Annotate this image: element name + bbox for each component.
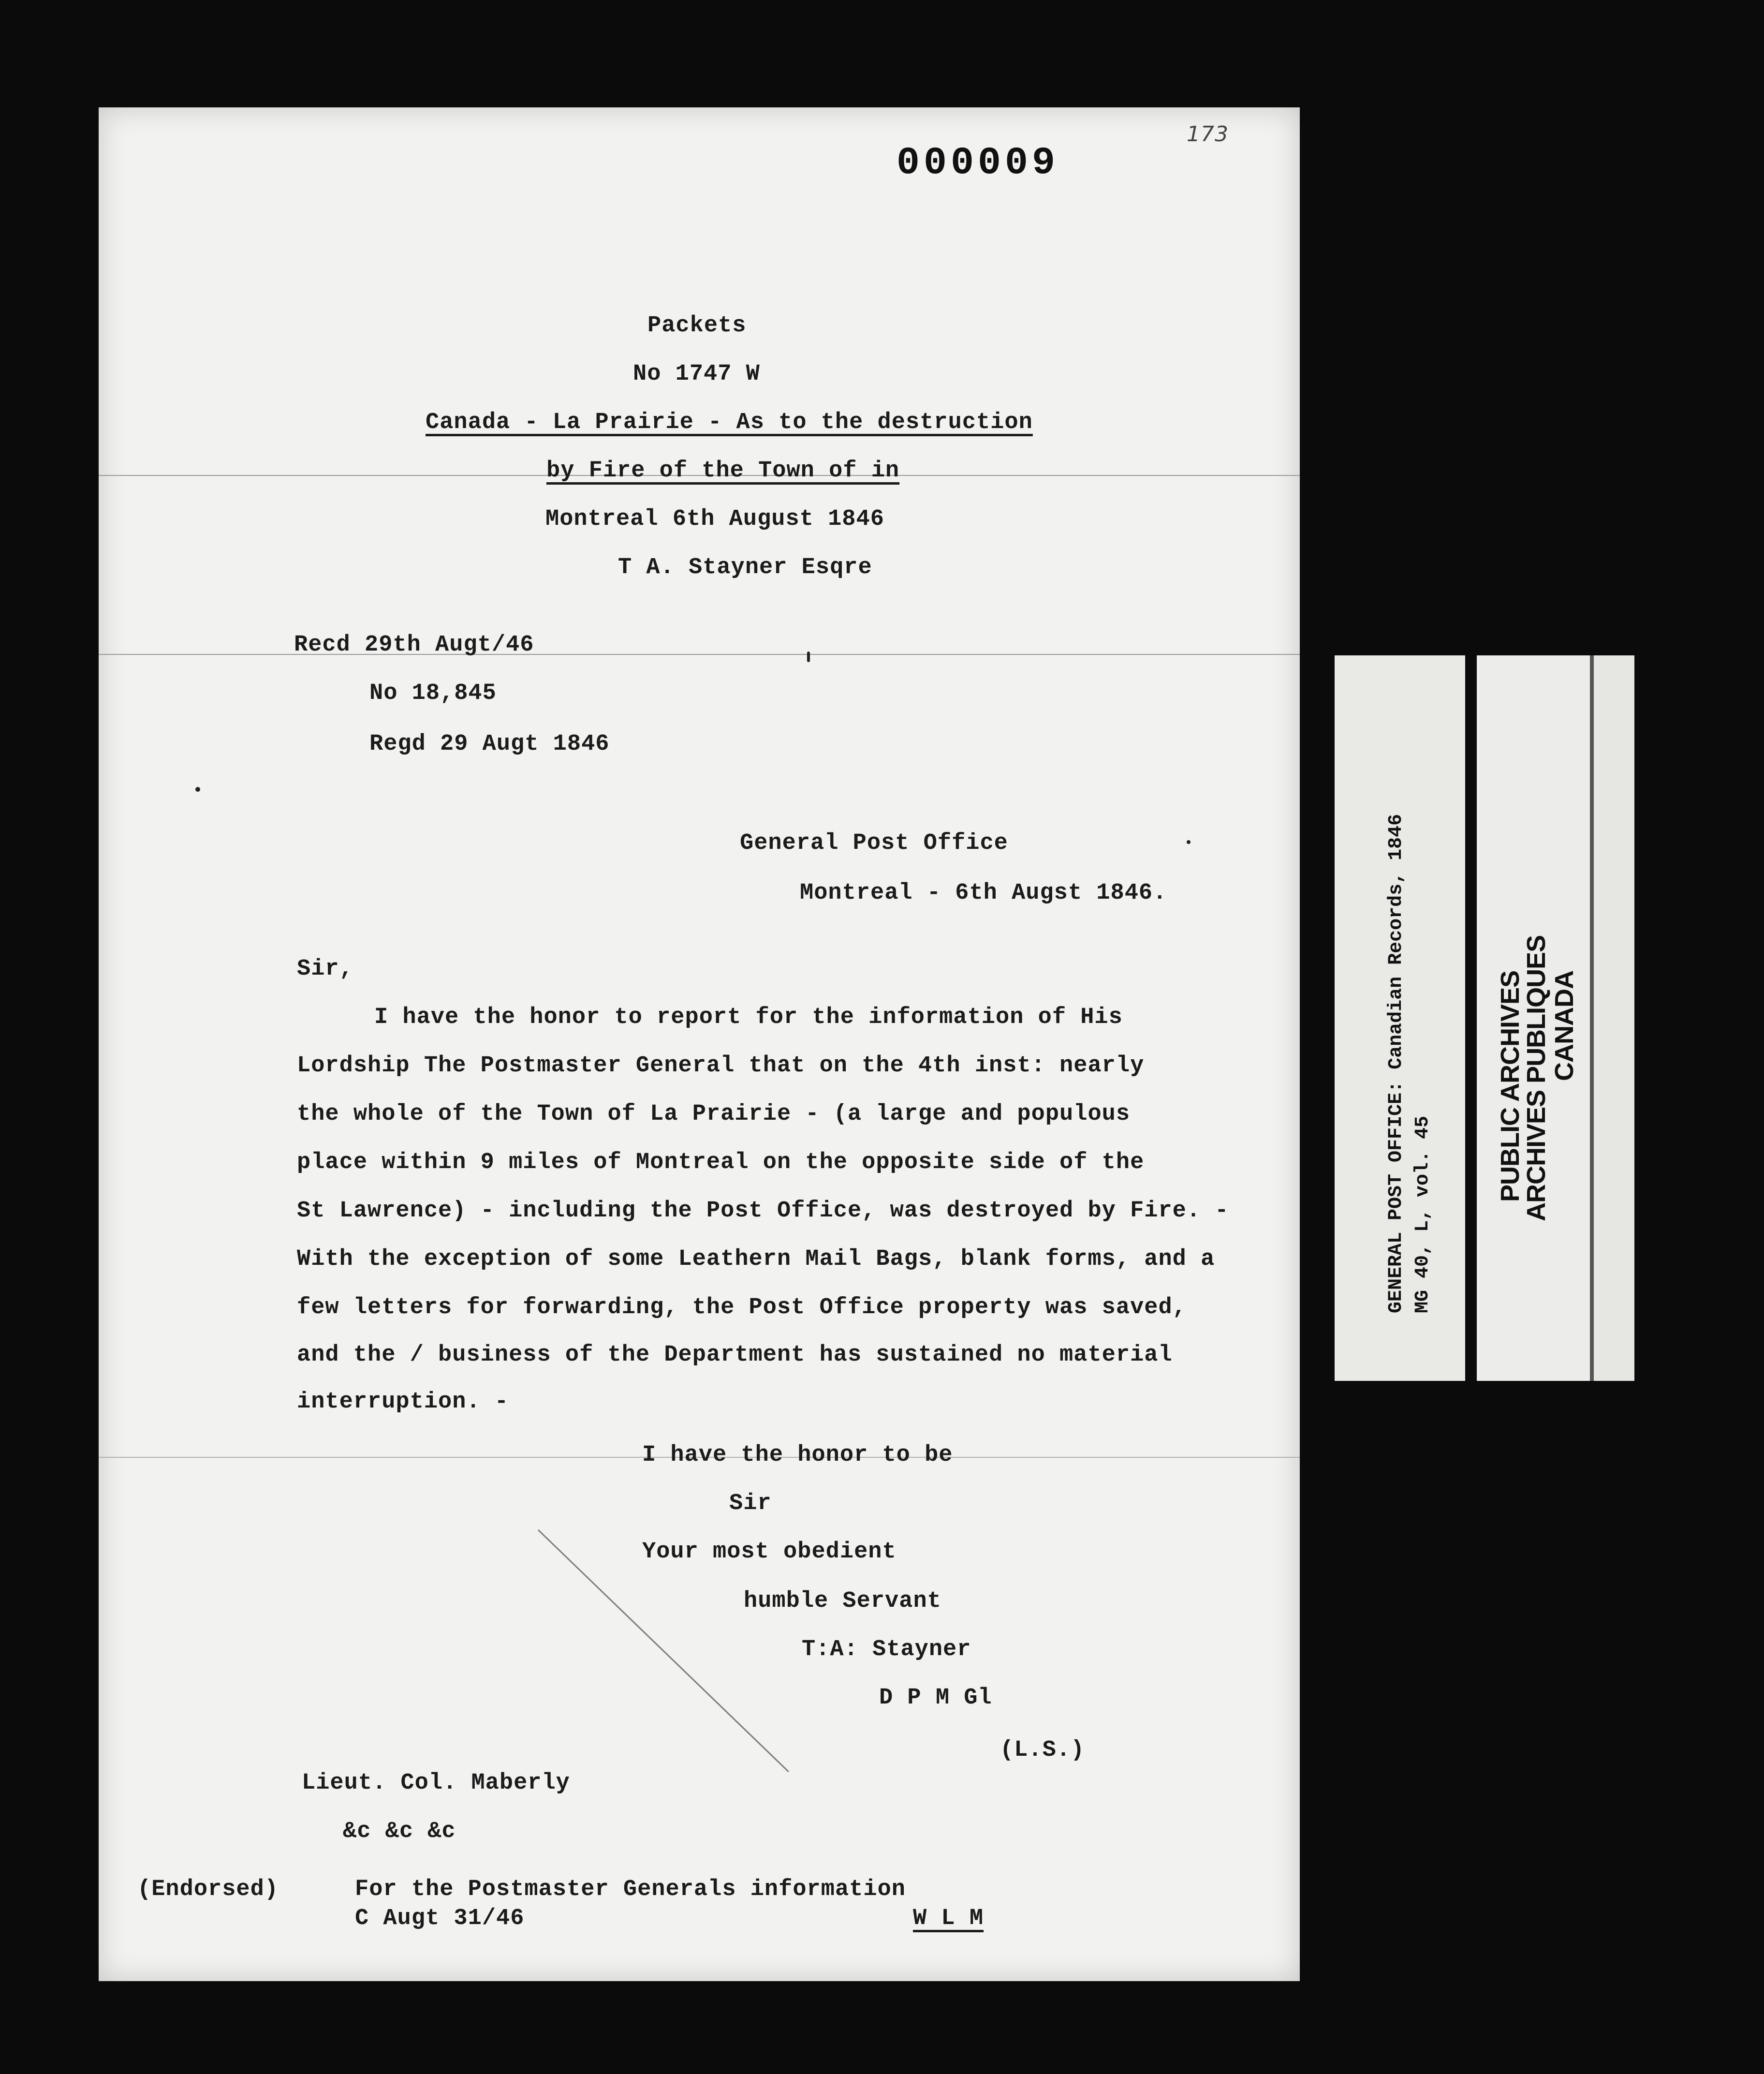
archive-stamp <box>1477 655 1590 1381</box>
body-line-2: Lordship The Postmaster General that on the 4th inst: nearly <box>297 1053 1145 1079</box>
stamp-line-1: PUBLIC ARCHIVES <box>1496 970 1525 1202</box>
received-number: No 18,845 <box>369 681 497 706</box>
body-line-4: place within 9 miles of Montreal on the opposite side of the <box>297 1150 1145 1175</box>
pencil-folio: 173 <box>1187 122 1229 147</box>
seal-mark: (L.S.) <box>1000 1737 1085 1763</box>
signature-title: D P M Gl <box>879 1685 992 1711</box>
registered-date: Regd 29 Augt 1846 <box>369 731 610 757</box>
received-date: Recd 29th Augt/46 <box>294 632 534 658</box>
diagonal-mark <box>538 1529 789 1772</box>
endorsement-initials: W L M <box>913 1906 984 1931</box>
body-line-7: few letters for forwarding, the Post Office property was saved, <box>297 1295 1187 1320</box>
endorsement-line2: C Augt 31/46 <box>355 1906 525 1931</box>
stamp-line-2: ARCHIVES PUBLIQUES <box>1522 935 1551 1221</box>
page-number: 000009 <box>897 141 1059 185</box>
header-category: Packets <box>647 313 747 339</box>
endorsement-line1: For the Postmaster Generals information <box>355 1877 906 1902</box>
salutation: Sir, <box>297 956 353 982</box>
addressee-name: Lieut. Col. Maberly <box>302 1770 570 1796</box>
closing-line-4: humble Servant <box>744 1588 941 1614</box>
collection-line-2: MG 40, L, vol. 45 <box>1412 1115 1434 1313</box>
header-place-date: Montreal 6th August 1846 <box>545 506 884 532</box>
speck <box>195 787 200 792</box>
document-page <box>99 107 1300 1981</box>
archive-label-left <box>1335 655 1465 1381</box>
header-number: No 1747 W <box>633 361 760 387</box>
collection-line-1: GENERAL POST OFFICE: Canadian Records, 1846 <box>1385 814 1407 1313</box>
body-line-3: the whole of the Town of La Prairie - (a large and populous <box>297 1101 1131 1127</box>
body-line-8: and the / business of the Department has sustained no material <box>297 1342 1173 1368</box>
strip-edge <box>1590 655 1594 1381</box>
body-line-9: interruption. - <box>297 1389 509 1415</box>
closing-line-2: Sir <box>729 1491 772 1516</box>
closing-line-3: Your most obedient <box>642 1539 897 1565</box>
letterhead-date: Montreal - 6th Augst 1846. <box>800 880 1167 906</box>
header-subject-line1: Canada - La Prairie - As to the destruction <box>426 410 1033 435</box>
header-author: T A. Stayner Esqre <box>618 555 872 580</box>
endorsement-label: (Endorsed) <box>137 1877 279 1902</box>
fold-line-middle <box>99 654 1300 655</box>
body-line-1: I have the honor to report for the information of His <box>374 1005 1123 1030</box>
speck <box>807 652 810 662</box>
strip-gap <box>1465 655 1477 1381</box>
addressee-etc: &c &c &c <box>343 1819 456 1844</box>
body-line-6: With the exception of some Leathern Mail Bags, blank forms, and a <box>297 1246 1215 1272</box>
header-subject-line2: by Fire of the Town of in <box>546 458 900 484</box>
closing-line-1: I have the honor to be <box>642 1442 953 1468</box>
speck <box>1187 840 1191 844</box>
stamp-line-3: CANADA <box>1550 971 1579 1081</box>
letterhead-office: General Post Office <box>740 830 1008 856</box>
signature-name: T:A: Stayner <box>802 1637 971 1662</box>
archive-label-right <box>1594 655 1634 1381</box>
body-line-5: St Lawrence) - including the Post Office, was destroyed by Fire. - <box>297 1198 1229 1224</box>
